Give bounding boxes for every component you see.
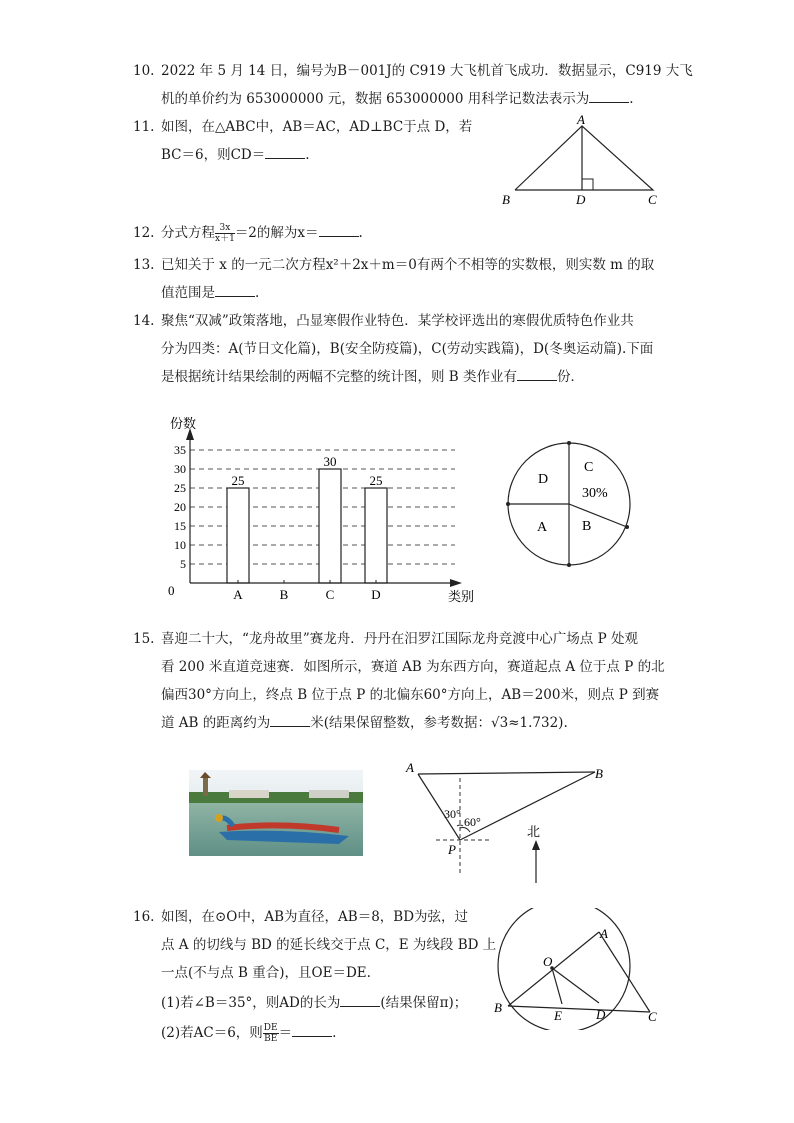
angle-60: 60° [464,815,481,829]
question-text: 机的单价约为 653000000 元，数据 653000000 用科学记数法表示为 [161,91,590,107]
question-text: 道 AB 的距离约为 [161,715,271,731]
answer-blank [265,144,305,159]
bar-value-label: 25 [369,473,383,488]
question-number: 13. [133,257,155,273]
question-text: 2022 年 5 月 14 日，编号为B－001J的 C919 大飞机首飞成功．数据显示，C919 大飞 [161,63,693,79]
y-tick-label: 20 [174,500,186,514]
question-text: 如图，在△ABC中，AB＝AC，AD⊥BC于点 D，若 [161,119,473,135]
bar-A [227,488,249,583]
bar-value-label: 25 [231,473,245,488]
answer-blank [215,282,255,297]
answer-blank [589,88,629,103]
question-text: (1)若∠B＝35°，则AD的长为 [161,995,341,1011]
y-axis-title: 份数 [170,416,197,431]
label-D: D [596,1007,606,1022]
angle-30: 30° [444,807,461,821]
dragon-boat-photo [189,770,363,856]
x-tick-label: B [279,587,289,602]
pie-label-b: B [582,519,592,534]
pie-percent-c: 30% [582,486,608,501]
dragon-boat-illustration [189,770,363,856]
question-text: ＝2的解为x＝ [234,225,319,241]
label-O: O [543,954,553,969]
question-text: 如图，在⊙O中，AB为直径，AB＝8，BD为弦，过 [161,909,469,925]
question-text: 一点(不与点 B 重合)，且OE＝DE. [161,965,371,981]
question-number: 14. [133,313,155,329]
direction-figure [400,758,620,888]
bar-chart [150,410,490,610]
label-B: B [595,766,603,781]
question-number: 11. [133,119,155,135]
question-text: ＝ [278,1025,293,1041]
question-text: 份． [557,369,585,385]
pie-chart [500,435,640,575]
y-tick-label: 15 [174,519,186,533]
punct: . [629,91,634,107]
question-number: 15. [133,631,155,647]
bar-D [365,488,387,583]
x-tick-label: D [371,587,381,602]
triangle-figure [495,112,675,212]
y-tick-label: 25 [174,481,186,495]
question-text: 喜迎二十大，“龙舟故里”赛龙舟．丹丹在汨罗江国际龙舟竞渡中心广场点 P 处观 [161,631,638,647]
denominator: x＋1 [215,234,235,244]
label-B: B [502,192,510,207]
origin-label: 0 [168,583,175,598]
pie-divider-right [569,504,627,527]
question-text: 点 A 的切线与 BD 的延长线交于点 C，E 为线段 BD 上 [161,937,497,953]
label-B: B [494,1000,502,1015]
numerator: DE [263,1023,278,1033]
label-A: A [577,112,585,127]
north-label: 北 [527,824,541,839]
answer-blank [517,366,557,381]
y-tick-label: 35 [174,443,186,457]
question-text: (结果保留π)； [380,995,468,1011]
question-text: 值范围是 [161,285,215,301]
answer-blank [292,1022,332,1037]
punct: . [305,147,310,163]
x-axis-arrow [450,579,462,587]
question-text: (2)若AC＝6，则 [161,1025,263,1041]
question-number: 10. [133,63,155,79]
question-number: 16. [133,909,155,925]
question-text: 米(结果保留整数，参考数据：√3≈1.732). [310,715,568,731]
pie-label-d: D [538,472,549,487]
circle-figure [488,908,668,1030]
bar-C [319,469,341,583]
bar-value-label: 30 [323,454,337,469]
question-text: 看 200 米直道竞速赛．如图所示，赛道 AB 为东西方向，赛道起点 A 位于点 P 的北 [161,659,665,675]
fraction [215,223,235,244]
punct: . [332,1025,337,1041]
label-E: E [554,1008,562,1023]
label-A: A [406,760,414,775]
label-D: D [576,192,586,207]
question-text: 是根据统计结果绘制的两幅不完整的统计图，则 B 类作业有 [161,369,518,385]
numerator: 3x [215,223,235,234]
question-text: 已知关于 x 的一元二次方程x²＋2x＋m＝0有两个不相等的实数根，则实数 m 的取 [161,257,655,273]
answer-blank [270,712,310,727]
punct: . [255,285,260,301]
punct: . [358,225,363,241]
y-tick-label: 5 [180,557,186,571]
y-tick-label: 10 [174,538,186,552]
pie-label-a: A [537,520,548,535]
label-P: P [448,842,456,857]
question-text: 分式方程 [161,225,215,241]
label-A: A [600,926,608,941]
label-C: C [648,192,657,207]
question-text: BC＝6，则CD＝ [161,147,266,163]
pie-label-c: C [584,460,594,475]
x-tick-label: A [233,587,243,602]
x-tick-label: C [325,587,335,602]
y-tick-label: 30 [174,462,186,476]
answer-blank [340,992,380,1007]
x-axis-title: 类别 [448,589,475,604]
question-text: 聚焦“双减”政策落地，凸显寒假作业特色．某学校评选出的寒假优质特色作业共 [161,313,634,329]
denominator: BE [264,1034,278,1044]
question-text: 偏西30°方向上，终点 B 位于点 P 的北偏东60°方向上，AB＝200米，则点 P 到赛 [161,687,660,703]
fraction [263,1023,279,1044]
answer-blank [319,222,359,237]
label-C: C [648,1009,657,1024]
question-number: 12. [133,225,155,241]
question-text: 分为四类：A(节日文化篇)，B(安全防疫篇)，C(劳动实践篇)，D(冬奥运动篇).下面 [161,341,654,357]
